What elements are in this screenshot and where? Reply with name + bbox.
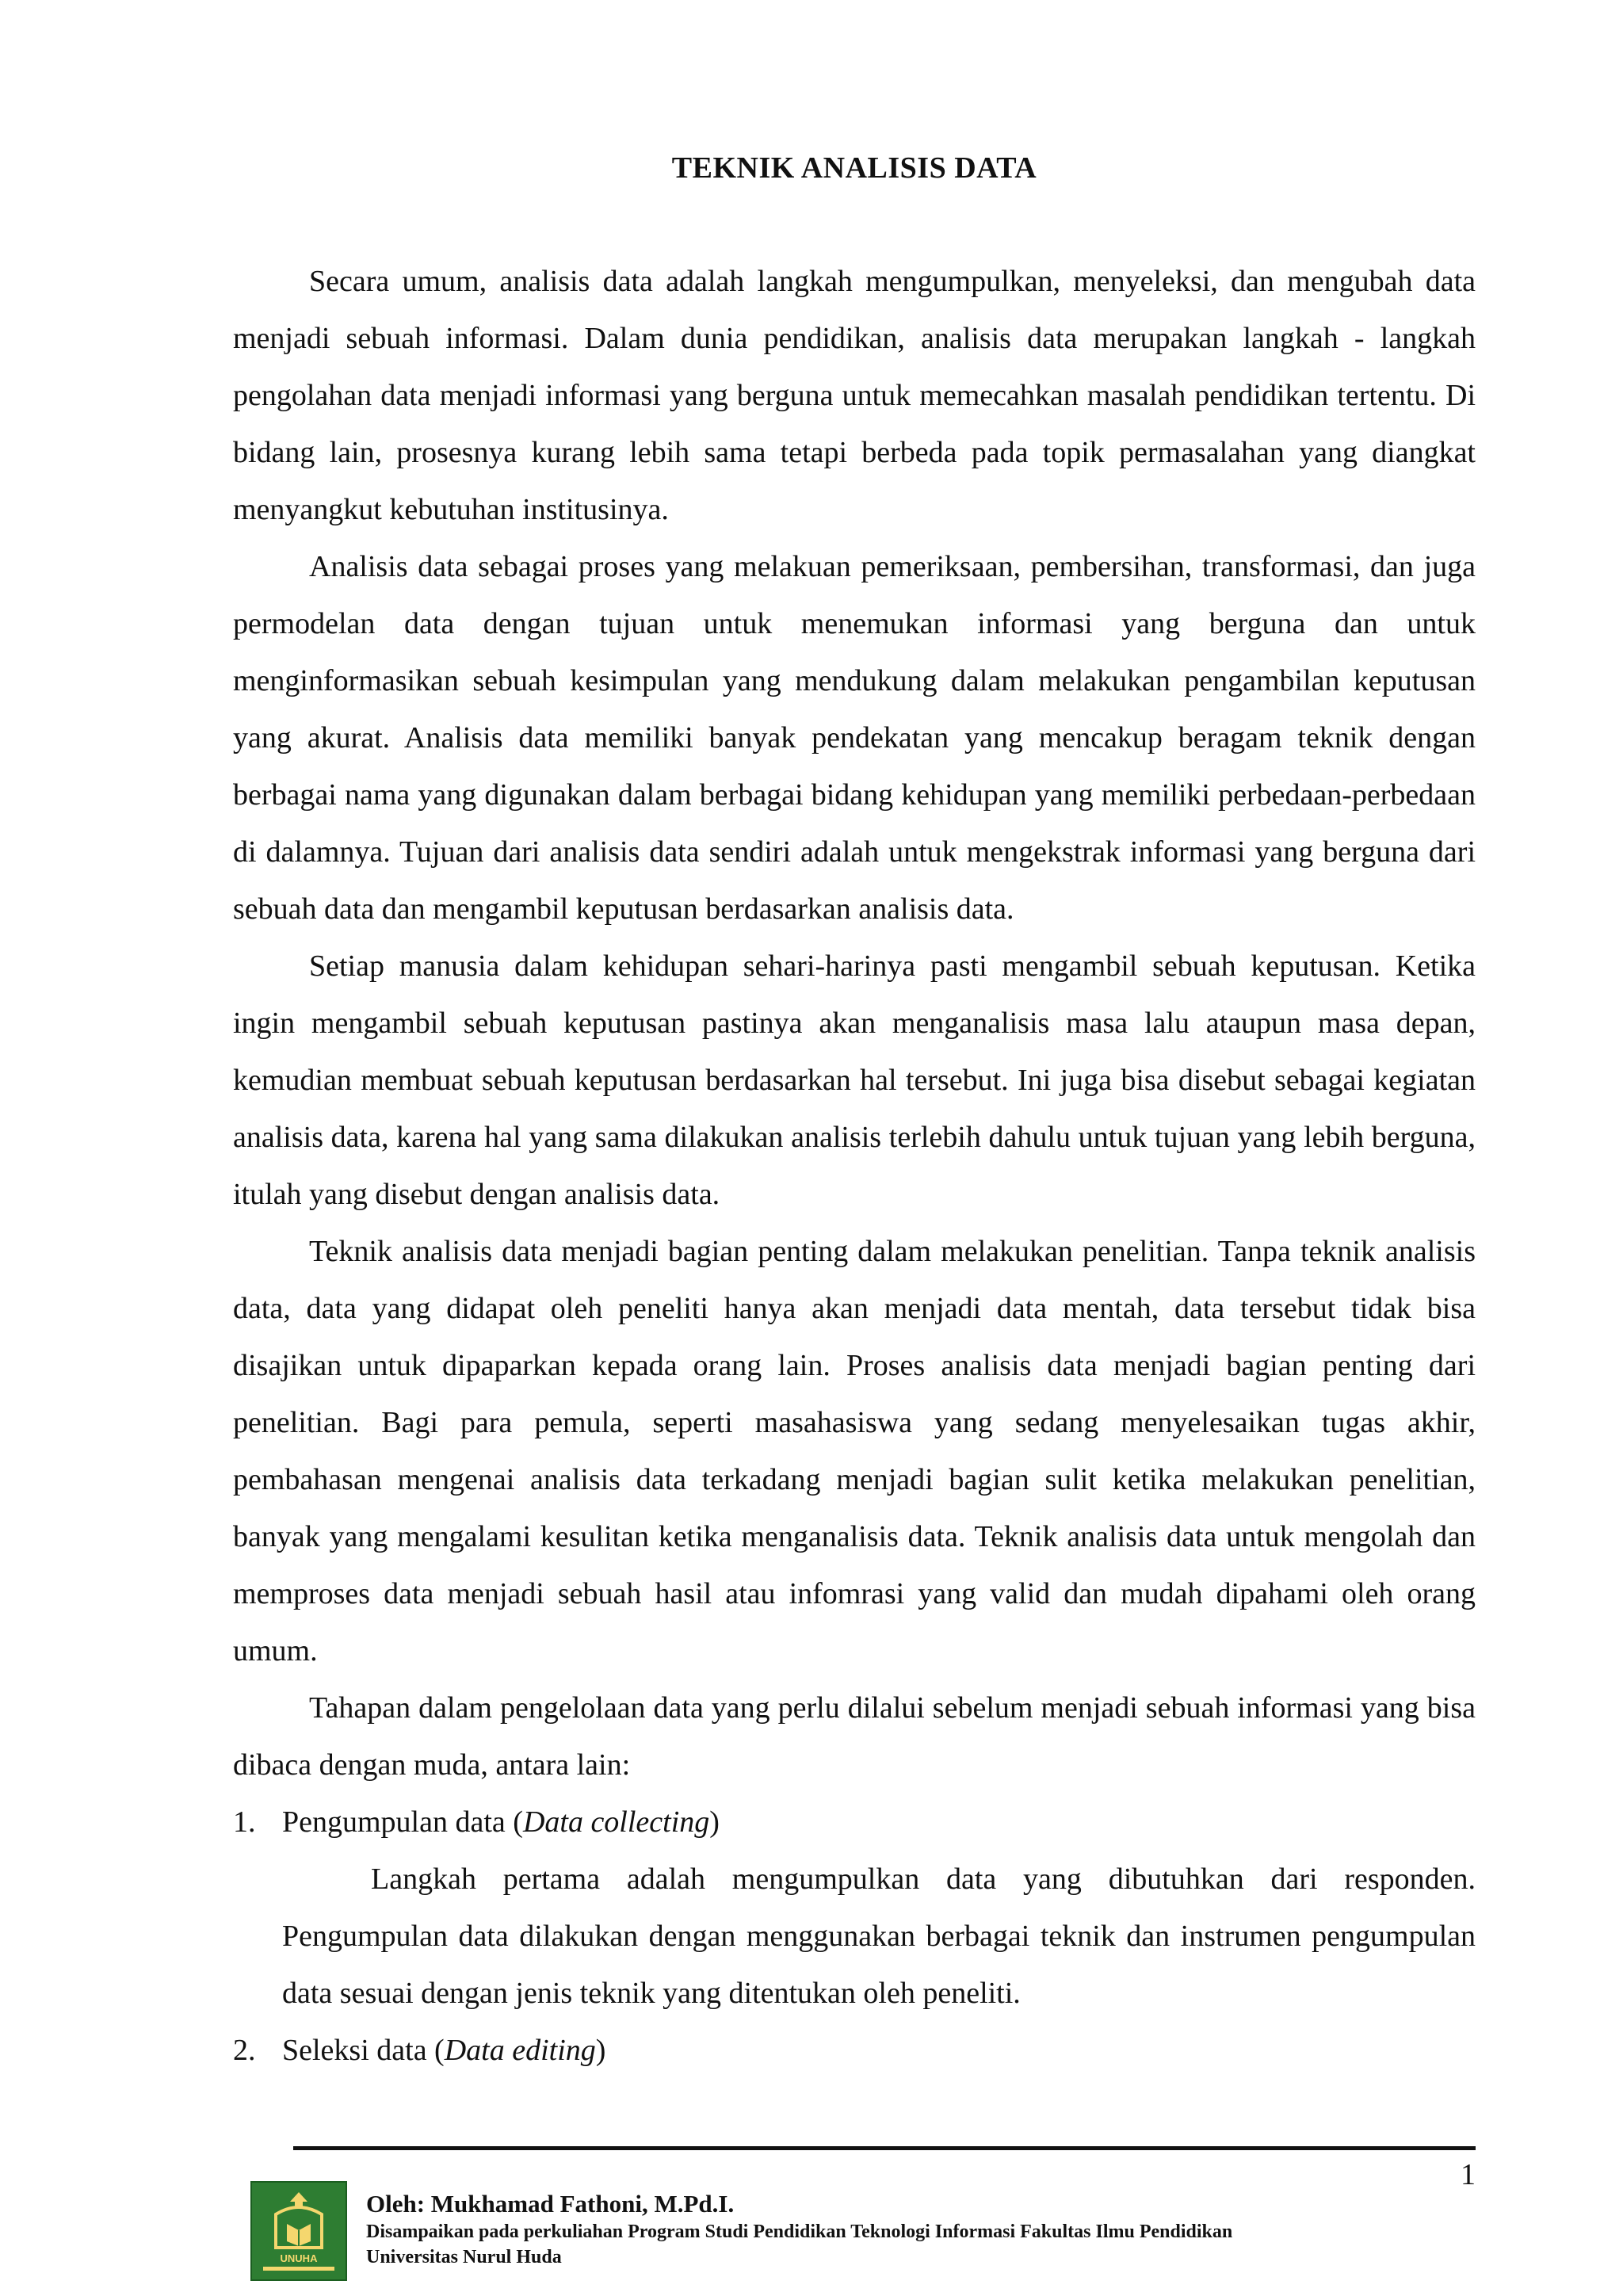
list-label-close: ): [595, 2034, 606, 2067]
list-item: [233, 1794, 1476, 1851]
footer-divider: [293, 2146, 1476, 2150]
list-term: Data editing: [444, 2034, 596, 2067]
list-label: Seleksi data (: [282, 2034, 445, 2067]
paragraph-1: Secara umum, analisis data adalah langkah mengumpulkan, menyeleksi, dan mengubah data menjadi sebuah informasi. Dalam dunia pendidikan, analisis data merupakan langkah - langkah pengolahan data menjadi informasi yang berguna untuk memecahkan masalah pendidikan tertentu. Di bidang lain, prosesnya kurang lebih sama tetapi berbeda pada topik permasalahan yang diangkat menyangkut kebutuhan institusinya.: [233, 265, 1476, 526]
paragraph-4: Teknik analisis data menjadi bagian penting dalam melakukan penelitian. Tanpa teknik analisis data, data yang didapat oleh peneliti hanya akan menjadi data mentah, data tersebut tidak bisa disajikan untuk dipaparkan kepada orang lain. Proses analisis data menjadi bagian penting dari penelitian. Bagi para pemula, seperti masahasiswa yang sedang menyelesaikan tugas akhir, pembahasan mengenai analisis data terkadang menjadi bagian sulit ketika melakukan penelitian, banyak yang mengalami kesulitan ketika menganalisis data. Teknik analisis data untuk mengolah dan memproses data menjadi sebuah hasil atau infomrasi yang valid dan mudah dipahami oleh orang umum.: [233, 1235, 1476, 1668]
footer-author: Oleh: Mukhamad Fathoni, M.Pd.I.: [366, 2190, 735, 2218]
list-term: Data collecting: [522, 1805, 710, 1839]
steps-list: [233, 1794, 1476, 2079]
university-logo: [250, 2181, 347, 2281]
footer-course-line: Disampaikan pada perkuliahan Program Studi Pendidikan Teknologi Informasi Fakultas Ilmu Pendidikan: [366, 2222, 1233, 2242]
logo-text: UNUHA: [280, 2252, 318, 2264]
page-title: TEKNIK ANALISIS DATA: [671, 151, 1037, 185]
paragraph-3: Setiap manusia dalam kehidupan sehari-harinya pasti mengambil sebuah keputusan. Ketika ingin mengambil sebuah keputusan pastinya akan menganalisis masa lalu ataupun masa depan, kemudian membuat sebuah keputusan berdasarkan hal tersebut. Ini juga bisa disebut sebagai kegiatan analisis data, karena hal yang sama dilakukan analisis terlebih dahulu untuk tujuan yang lebih berguna, itulah yang disebut dengan analisis data.: [233, 949, 1476, 1211]
footer-credits: [366, 2189, 1232, 2270]
paragraph-5: Tahapan dalam pengelolaan data yang perlu dilalui sebelum menjadi sebuah informasi yang bisa dibaca dengan muda, antara lain:: [233, 1691, 1476, 1782]
page-number: 1: [1461, 2158, 1476, 2191]
footer-university: Universitas Nurul Huda: [366, 2247, 562, 2267]
list-label: Pengumpulan data (: [282, 1805, 523, 1839]
list-item-body: Langkah pertama adalah mengumpulkan data yang dibutuhkan dari responden. Pengumpulan data dilakukan dengan menggunakan berbagai teknik dan instrumen pengumpulan data sesuai dengan jenis teknik yang ditentukan oleh peneliti.: [282, 1862, 1476, 2010]
page-body: [233, 151, 1476, 2079]
list-item: [233, 2022, 1476, 2079]
list-label-close: ): [709, 1805, 720, 1839]
list-number: 1.: [233, 1805, 256, 1839]
paragraph-2: Analisis data sebagai proses yang melakuan pemeriksaan, pembersihan, transformasi, dan juga permodelan data dengan tujuan untuk menemukan informasi yang berguna dan untuk menginformasikan sebuah kesimpulan yang mendukung dalam melakukan pengambilan keputusan yang akurat. Analisis data memiliki banyak pendekatan yang mencakup beragam teknik dengan berbagai nama yang digunakan dalam berbagai bidang kehidupan yang memiliki perbedaan-perbedaan di dalamnya. Tujuan dari analisis data sendiri adalah untuk mengekstrak informasi yang berguna dari sebuah data dan mengambil keputusan berdasarkan analisis data.: [233, 550, 1476, 926]
list-number: 2.: [233, 2034, 256, 2067]
